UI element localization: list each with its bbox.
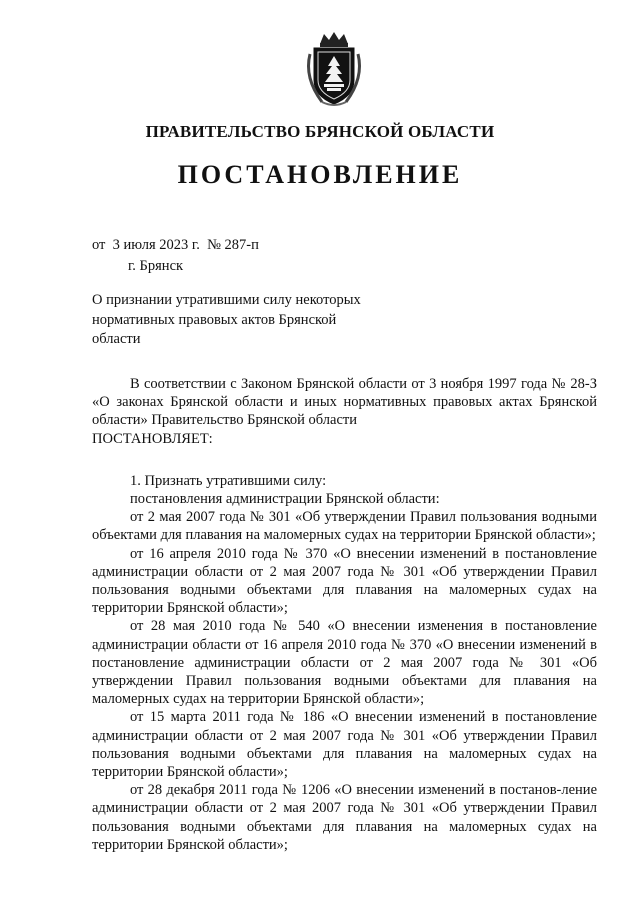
- document-body: [92, 375, 597, 854]
- decree-word: ПОСТАНОВЛЯЕТ:: [92, 430, 213, 447]
- city-line: г. Брянск: [128, 258, 184, 274]
- subject-line: О признании утратившими силу некоторых: [92, 292, 361, 308]
- coat-of-arms-icon: [298, 30, 370, 108]
- list-item: от 16 апреля 2010 года № 370 «О внесении изменений в постановление администрации области от 2 мая 2007 года № 301 «Об утверждении Правил пользования водными объектами для плавания на маломерных судах на территории Брянской области»;: [92, 545, 597, 617]
- subject-line: области: [92, 331, 141, 347]
- list-item: от 15 марта 2011 года № 186 «О внесении изменений в постановление администрации области от 2 мая 2007 года № 301 «Об утверждении Правил пользования водными объектами для плавания на маломерных судах на территории Брянской области»;: [92, 709, 597, 781]
- document-subject: [92, 291, 372, 350]
- date-number-line: от 3 июля 2023 г. № 287-п: [92, 237, 259, 253]
- subject-line: нормативных правовых актов Брянской: [92, 311, 337, 328]
- list-item: от 28 декабря 2011 года № 1206 «О внесении изменений в постанов-ление администрации области от 2 мая 2007 года № 301 «Об утверждении Правил пользования водными объектами для плавания на маломерных судах на территории Брянской области»;: [92, 782, 597, 853]
- document-type-title: ПОСТАНОВЛЕНИЕ: [177, 160, 463, 189]
- clause-subtitle: постановления администрации Брянской области:: [130, 491, 440, 508]
- preamble-paragraph: В соответствии с Законом Брянской области от 3 ноября 1997 года № 28-З «О законах Брянской области и иных нормативных правовых актах Брянской области» Правительство Брянской области: [92, 376, 597, 429]
- list-item: от 2 мая 2007 года № 301 «Об утверждении Правил пользования водными объектами для плавания на маломерных судах на территории Брянской области»;: [92, 509, 597, 544]
- organization-title: ПРАВИТЕЛЬСТВО БРЯНСКОЙ ОБЛАСТИ: [145, 122, 495, 141]
- document-meta: [92, 235, 259, 277]
- list-item: от 28 мая 2010 года № 540 «О внесении изменения в постановление администрации области от 16 апреля 2010 года № 370 «О внесении изменений в постановление администрации области от 2 мая 2007 года № 301 «Об утверждении Правил пользования водными объектами для плавания на маломерных судах на территории Брянской области»;: [92, 618, 597, 708]
- clause-title: 1. Признать утратившими силу:: [130, 472, 327, 489]
